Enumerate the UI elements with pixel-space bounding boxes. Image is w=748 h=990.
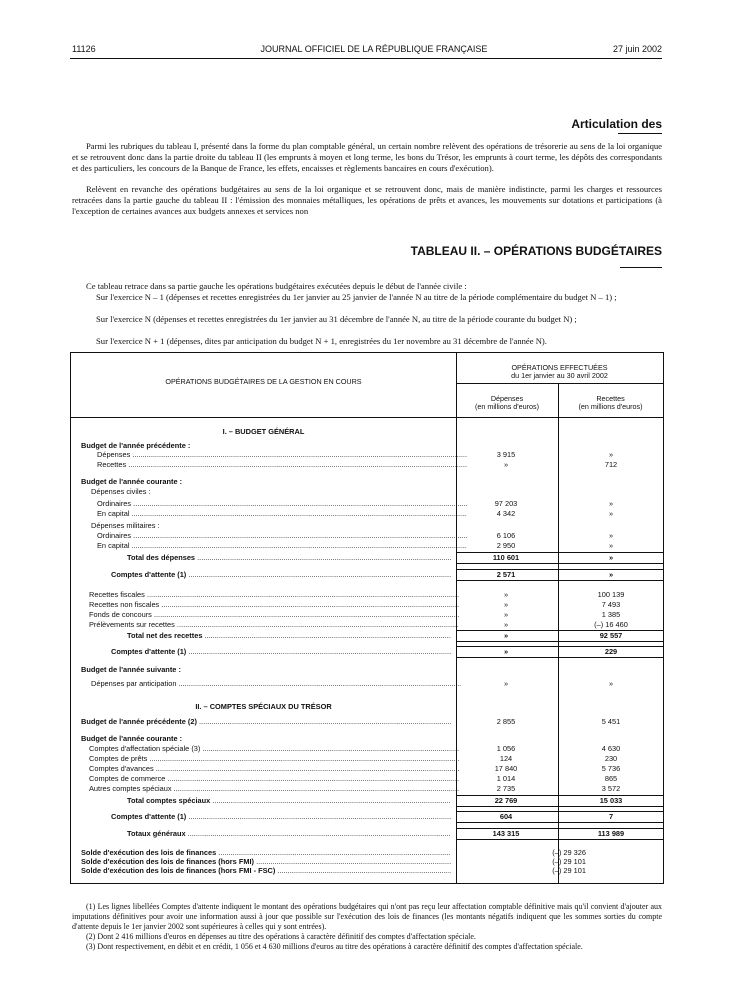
column-divider-2 (558, 383, 559, 883)
row-label: Comptes d'attente (1) ..... (111, 812, 451, 822)
row-label: Total comptes spéciaux ..... (127, 796, 451, 806)
intro-item-2: Sur l'exercice N (dépenses et recettes enregistrées du 1er janvier au 31 décembre de l'année N, au titre de la période courante du budget N) ; (96, 314, 577, 324)
row-label: Budget de l'année suivante : (81, 665, 181, 674)
row-label: Solde d'exécution des lois de finances (hors FMI) ..... (81, 857, 451, 867)
total-rule (456, 563, 663, 564)
recettes-cell: 7 493 (601, 600, 621, 609)
header-split-line (456, 383, 663, 384)
total-rule (456, 552, 663, 553)
row-label: Recettes fiscales ..... (89, 590, 459, 600)
recettes-unit: (en millions d'euros) (578, 402, 643, 411)
recettes-cell: (–) 29 326 (552, 848, 586, 857)
row-label: Recettes ..... (97, 460, 467, 470)
row-label: Budget de l'année courante : (81, 734, 183, 743)
footnote-3: (3) Dont respectivement, en débit et en crédit, 1 056 et 4 630 millions d'euros au titre des opérations à caractère définitif des comptes d'affectation spéciale. (86, 942, 583, 951)
total-rule (456, 569, 663, 570)
recettes-cell: » (608, 679, 614, 688)
title-underline (618, 133, 662, 134)
row-label: Comptes de commerce ..... (89, 774, 459, 784)
recettes-cell: 230 (604, 754, 618, 763)
recettes-cell: 1 385 (601, 610, 621, 619)
total-rule (456, 630, 663, 631)
depenses-cell: 124 (499, 754, 513, 763)
tableau-title: TABLEAU II. – OPÉRATIONS BUDGÉTAIRES (410, 244, 662, 258)
recettes-cell: » (608, 499, 614, 508)
recettes-cell: » (608, 553, 614, 562)
recettes-cell: (–) 29 101 (552, 866, 586, 875)
depenses-cell: 1 056 (496, 744, 516, 753)
header-rule (70, 58, 662, 59)
row-label: Ordinaires ..... (97, 531, 467, 541)
depenses-cell: » (503, 610, 509, 619)
depenses-cell: 2 950 (496, 541, 516, 550)
row-label: Solde d'exécution des lois de finances (hors FMI - FSC) ..... (81, 866, 451, 876)
depenses-cell: 6 106 (496, 531, 516, 540)
recettes-cell: 4 630 (601, 744, 621, 753)
depenses-cell: » (503, 600, 509, 609)
depenses-cell: 604 (499, 812, 513, 821)
recettes-header: Recettes (596, 394, 625, 403)
operations-table (70, 352, 664, 884)
row-label: Recettes non fiscales ..... (89, 600, 459, 610)
row-label: En capital ..... (97, 509, 467, 519)
depenses-unit: (en millions d'euros) (474, 402, 540, 411)
row-label: Comptes d'affectation spéciale (3) ..... (89, 744, 459, 754)
depenses-cell: 17 840 (494, 764, 518, 773)
row-label: Ordinaires ..... (97, 499, 467, 509)
publication-date: 27 juin 2002 (612, 44, 662, 54)
recettes-cell: 15 033 (599, 796, 623, 805)
row-label: Dépenses par anticipation ..... (91, 679, 461, 689)
depenses-cell: » (503, 679, 509, 688)
row-label: Comptes d'attente (1) ..... (111, 647, 451, 657)
depenses-cell: 2 735 (496, 784, 516, 793)
row-label: Total des dépenses ..... (127, 553, 451, 563)
intro-item-1: Sur l'exercice N – 1 (dépenses et recettes enregistrées du 1er janvier au 25 janvier de l'année N au titre de la période complémentaire du budget N – 1) ; (96, 292, 617, 302)
depenses-cell: 110 601 (492, 553, 520, 562)
depenses-cell: 143 315 (492, 829, 520, 838)
article-title: Articulation des (571, 117, 662, 131)
row-label: II. – COMPTES SPÉCIAUX DU TRÉSOR (195, 702, 332, 711)
operations-header: OPÉRATIONS EFFECTUÉES (511, 363, 608, 372)
row-label: Dépenses ..... (97, 450, 467, 460)
header-bottom-line (71, 417, 663, 418)
footnote-1: (1) Les lignes libellées Comptes d'attente indiquent le montant des opérations budgétaires qui n'ont pas reçu leur affectation comptable définitive mais qu'il convient d'ajouter aux imputations définitives pour avoir une information aussi à jour que possible sur l'exécution des lois de finances (les montants négatifs indiquent que les sommes sorties du compte d'attente depuis le 1er janvier 2002 sont supérieures à celles qui y sont entrées). (72, 902, 662, 931)
row-label: Solde d'exécution des lois de finances ..... (81, 848, 451, 858)
total-rule (456, 657, 663, 658)
recettes-cell: » (608, 570, 614, 579)
depenses-cell: » (503, 631, 509, 640)
row-label: Total net des recettes ..... (127, 631, 451, 641)
recettes-cell: (–) 29 101 (552, 857, 586, 866)
recettes-cell: 5 736 (601, 764, 621, 773)
recettes-cell: » (608, 509, 614, 518)
recettes-cell: 100 139 (597, 590, 625, 599)
row-label: Comptes de prêts ..... (89, 754, 459, 764)
depenses-cell: 4 342 (496, 509, 516, 518)
left-column-header: OPÉRATIONS BUDGÉTAIRES DE LA GESTION EN COURS (165, 377, 362, 386)
row-label: Autres comptes spéciaux ..... (89, 784, 459, 794)
depenses-header: Dépenses (490, 394, 524, 403)
recettes-cell: » (608, 450, 614, 459)
recettes-cell: 5 451 (601, 717, 621, 726)
row-label: Totaux généraux ..... (127, 829, 451, 839)
total-rule (456, 646, 663, 647)
paragraph-2: Relèvent en revanche des opérations budgétaires au sens de la loi organique et se retrouvent donc, mais de manière indistincte, parmi les charges et ressources retracées dans la partie gauche du tableau II : l'émission des monnaies métalliques, les opérations de prêts et avances, les mouvements sur dotations et participations (à l'exception de certaines avances aux budgets annexes et services non (72, 184, 662, 216)
row-label: Comptes d'attente (1) ..... (111, 570, 451, 580)
journal-title: JOURNAL OFFICIEL DE LA RÉPUBLIQUE FRANÇAISE (260, 44, 488, 54)
row-label: Comptes d'avances ..... (89, 764, 459, 774)
recettes-cell: (–) 16 460 (594, 620, 628, 629)
period-header: du 1er janvier au 30 avril 2002 (511, 371, 608, 380)
depenses-cell: 97 203 (494, 499, 518, 508)
total-rule (456, 811, 663, 812)
row-label: Fonds de concours ..... (89, 610, 459, 620)
depenses-cell: 22 769 (494, 796, 518, 805)
recettes-cell: 229 (604, 647, 618, 656)
row-label: Prélèvements sur recettes ..... (89, 620, 459, 630)
total-rule (456, 839, 663, 840)
recettes-cell: 7 (608, 812, 614, 821)
row-label: Budget de l'année précédente : (81, 441, 191, 450)
total-rule (456, 822, 663, 823)
depenses-cell: 2 571 (496, 570, 516, 579)
total-rule (456, 806, 663, 807)
intro-lead: Ce tableau retrace dans sa partie gauche les opérations budgétaires exécutées depuis le début de l'année civile : (86, 281, 467, 291)
depenses-cell: 3 915 (496, 450, 516, 459)
depenses-cell: 2 855 (496, 717, 516, 726)
total-rule (456, 795, 663, 796)
recettes-cell: 712 (604, 460, 618, 469)
depenses-cell: » (503, 590, 509, 599)
row-label: I. – BUDGET GÉNÉRAL (222, 427, 305, 436)
row-label: Budget de l'année précédente (2) ..... (81, 717, 451, 727)
paragraph-1: Parmi les rubriques du tableau I, présenté dans la forme du plan comptable général, un certain nombre relèvent des opérations de trésorerie au sens de la loi organique et se retrouvent donc dans la partie droite du tableau II (les emprunts à moyen et long terme, les bons du Trésor, les emprunts à court terme, les dépôts des correspondants et des particuliers, les concours de la Banque de France, les effets, encaisses et règlements bancaires en cours d'exécution). (72, 141, 662, 173)
total-rule (456, 828, 663, 829)
row-label: Dépenses civiles : (91, 487, 151, 496)
recettes-cell: 865 (604, 774, 618, 783)
page-number: 11126 (72, 44, 96, 54)
row-label: Budget de l'année courante : (81, 477, 183, 486)
row-label: En capital ..... (97, 541, 467, 551)
recettes-cell: » (608, 541, 614, 550)
depenses-cell: 1 014 (496, 774, 516, 783)
depenses-cell: » (503, 460, 509, 469)
intro-item-3: Sur l'exercice N + 1 (dépenses, dites par anticipation du budget N + 1, enregistrées du 1er novembre au 31 décembre de l'année N). (96, 336, 547, 346)
depenses-cell: » (503, 647, 509, 656)
row-label: Dépenses militaires : (91, 521, 160, 530)
recettes-cell: 92 557 (599, 631, 623, 640)
recettes-cell: » (608, 531, 614, 540)
total-rule (456, 641, 663, 642)
depenses-cell: » (503, 620, 509, 629)
footnote-2: (2) Dont 2 416 millions d'euros en dépenses au titre des opérations à caractère définitif des comptes d'affectation spéciale. (86, 932, 476, 941)
tableau-underline (620, 267, 662, 268)
total-rule (456, 580, 663, 581)
recettes-cell: 113 989 (597, 829, 625, 838)
recettes-cell: 3 572 (601, 784, 621, 793)
